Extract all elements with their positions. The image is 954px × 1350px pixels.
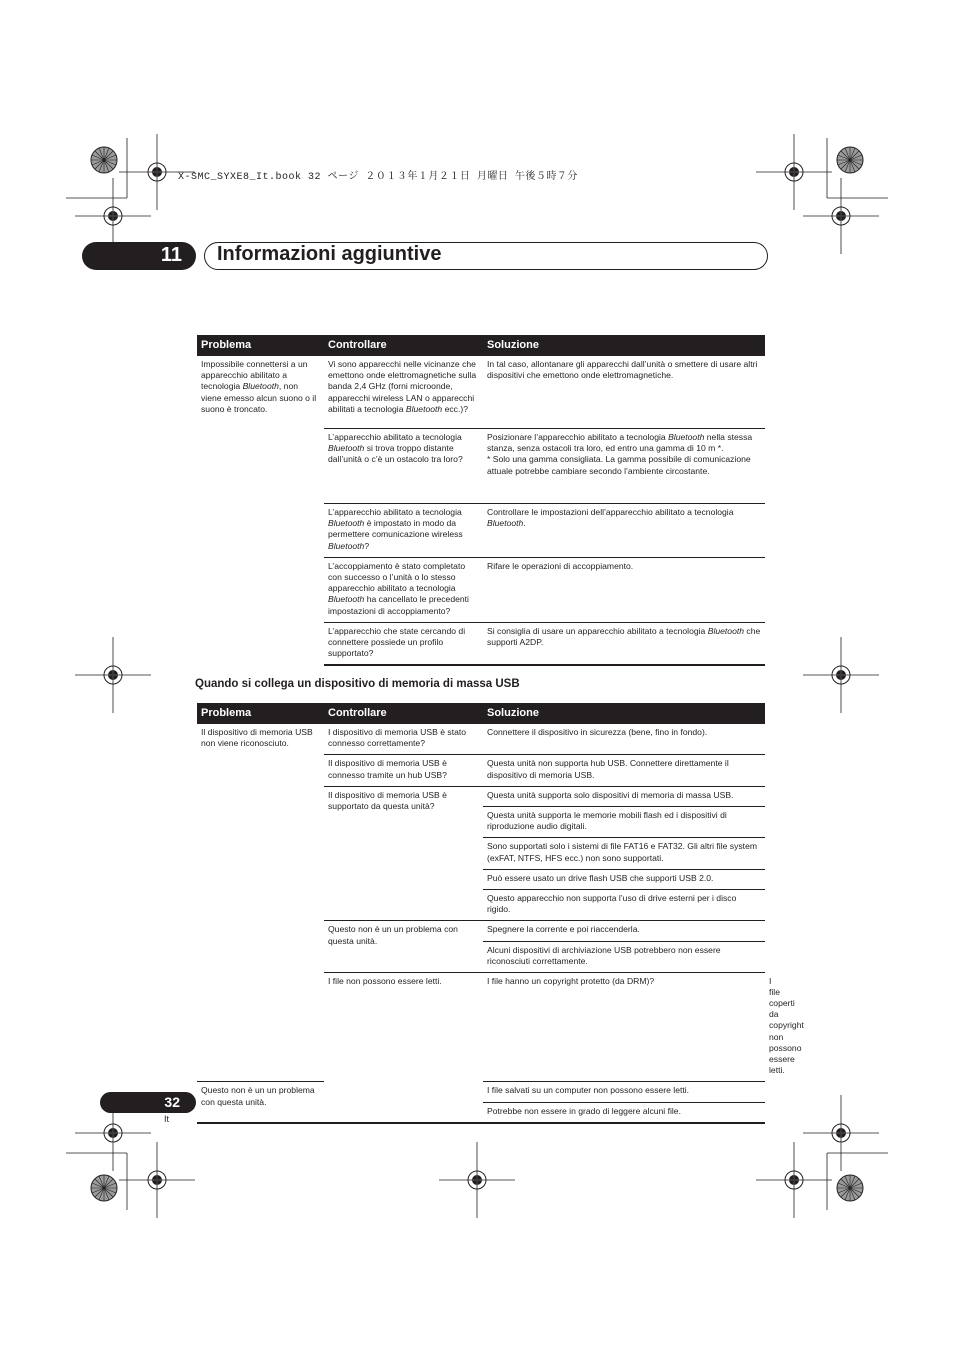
solution-cell: Questa unità non supporta hub USB. Connettere direttamente il dispositivo di memoria USB.	[483, 755, 765, 786]
check-cell: Questo non è un un problema con questa unità.	[324, 921, 483, 973]
solution-cell: Posizionare l’apparecchio abilitato a tecnologia Bluetooth nella stessa stanza, senza ostacoli tra loro, ed entro una gamma di 10 m *. * Solo una gamma consigliata. La gamma possibile di comunicazione attuale potrebbe cambiare secondo l’ambiente circostante.	[483, 429, 765, 504]
page-number: 32	[164, 1094, 180, 1110]
header-solution: Soluzione	[483, 335, 765, 356]
bluetooth-troubleshooting-table	[197, 335, 765, 666]
registration-mark-icon	[803, 178, 879, 254]
registration-mark-icon	[756, 134, 832, 210]
page-badge	[100, 1092, 196, 1113]
solution-cell: Spegnere la corrente e poi riaccenderla.	[483, 921, 765, 941]
chapter-number: 11	[160, 244, 182, 266]
solution-cell: Connettere il dispositivo in sicurezza (bene, fino in fondo).	[483, 724, 765, 755]
problem-cell: I file non possono essere letti.	[324, 973, 483, 1123]
solution-cell: Sono supportati solo i sistemi di file FAT16 e FAT32. Gli altri file system (exFAT, NTFS, HFS ecc.) non sono supportati.	[483, 838, 765, 869]
table-row	[197, 356, 765, 429]
registration-mark-icon	[756, 1142, 832, 1218]
sunburst-mark-icon	[837, 1175, 863, 1201]
problem-cell: Il dispositivo di memoria USB non viene riconosciuto.	[197, 724, 324, 1082]
table-header-row	[197, 703, 765, 724]
solution-cell: I file salvati su un computer non possono essere letti.	[483, 1082, 765, 1102]
solution-cell: Questo apparecchio non supporta l’uso di drive esterni per i disco rigido.	[483, 890, 765, 921]
check-cell: L’accoppiamento è stato completato con successo o l’unità o lo stesso apparecchio abilitato a tecnologia Bluetooth ha cancellato le precedenti impostazioni di accoppiamento?	[324, 557, 483, 622]
usb-section-heading: Quando si collega un dispositivo di memoria di massa USB	[195, 678, 520, 690]
table-header-row	[197, 335, 765, 356]
solution-cell: Potrebbe non essere in grado di leggere alcuni file.	[483, 1102, 765, 1123]
problem-cell: Impossibile connettersi a un apparecchio abilitato a tecnologia Bluetooth, non viene emesso alcun suono o il suono è troncato.	[201, 359, 317, 414]
check-cell: I file hanno un copyright protetto (da DRM)?	[483, 973, 765, 1082]
registration-mark-icon	[119, 1142, 195, 1218]
solution-cell: Questa unità supporta solo dispositivi di memoria di massa USB.	[483, 786, 765, 806]
header-check: Controllare	[324, 335, 483, 356]
check-cell: Il dispositivo di memoria USB è supportato da questa unità?	[324, 786, 483, 921]
check-cell: Il dispositivo di memoria USB è connesso tramite un hub USB?	[324, 755, 483, 786]
check-cell: L’apparecchio abilitato a tecnologia Bluetooth è impostato in modo da permettere comunicazione wireless Bluetooth?	[324, 504, 483, 558]
registration-mark-icon	[803, 637, 879, 713]
chapter-title-bar	[204, 242, 768, 270]
check-cell: Vi sono apparecchi nelle vicinanze che emettono onde elettromagnetiche sulla banda 2,4 GHz (forni microonde, apparecchi wireless LAN o apparecchi abilitati a tecnologia Bluetooth ecc.)?	[324, 356, 483, 429]
registration-mark-icon	[75, 637, 151, 713]
solution-cell: Controllare le impostazioni dell’apparecchio abilitato a tecnologia Bluetooth.	[483, 504, 765, 558]
usb-troubleshooting-table	[197, 703, 804, 1124]
solution-cell: Alcuni dispositivi di archiviazione USB potrebbero non essere riconosciuti correttamente.	[483, 941, 765, 972]
solution-cell: Questa unità supporta le memorie mobili flash ed i dispositivi di riproduzione audio digitali.	[483, 807, 765, 838]
registration-mark-icon	[439, 1142, 515, 1218]
check-cell: I dispositivo di memoria USB è stato connesso correttamente?	[324, 724, 483, 755]
chapter-badge	[82, 242, 196, 270]
check-cell: Questo non è un un problema con questa unità.	[197, 1082, 324, 1123]
sunburst-mark-icon	[91, 1175, 117, 1201]
header-problem: Problema	[197, 703, 324, 724]
header-problem: Problema	[197, 335, 324, 356]
check-cell: L’apparecchio che state cercando di connettere possiede un profilo supportato?	[324, 622, 483, 665]
chapter-title: Informazioni aggiuntive	[217, 243, 442, 265]
solution-cell: Si consiglia di usare un apparecchio abilitato a tecnologia Bluetooth che supporti A2DP.	[483, 622, 765, 665]
print-slug: X-SMC_SYXE8_It.book 32 ページ ２０１３年１月２１日 月曜日 午後５時７分	[178, 172, 578, 183]
check-cell: L’apparecchio abilitato a tecnologia Bluetooth si trova troppo distante dall’unità o c’è un ostacolo tra loro?	[324, 429, 483, 504]
registration-mark-icon	[803, 1095, 879, 1171]
sunburst-mark-icon	[91, 147, 117, 173]
sunburst-mark-icon	[837, 147, 863, 173]
header-solution: Soluzione	[483, 703, 765, 724]
solution-cell: Rifare le operazioni di accoppiamento.	[483, 557, 765, 622]
table-row	[197, 724, 765, 755]
solution-cell: Può essere usato un drive flash USB che supporti USB 2.0.	[483, 869, 765, 889]
table-row: I file non possono essere letti. I file hanno un copyright protetto (da DRM)? I file coperti da copyright non possono essere letti.	[197, 973, 765, 1082]
language-code: It	[164, 1114, 170, 1124]
solution-cell: In tal caso, allontanare gli apparecchi dall’unità o smettere di usare altri dispositivi che emettono onde elettromagnetiche.	[483, 356, 765, 429]
header-check: Controllare	[324, 703, 483, 724]
